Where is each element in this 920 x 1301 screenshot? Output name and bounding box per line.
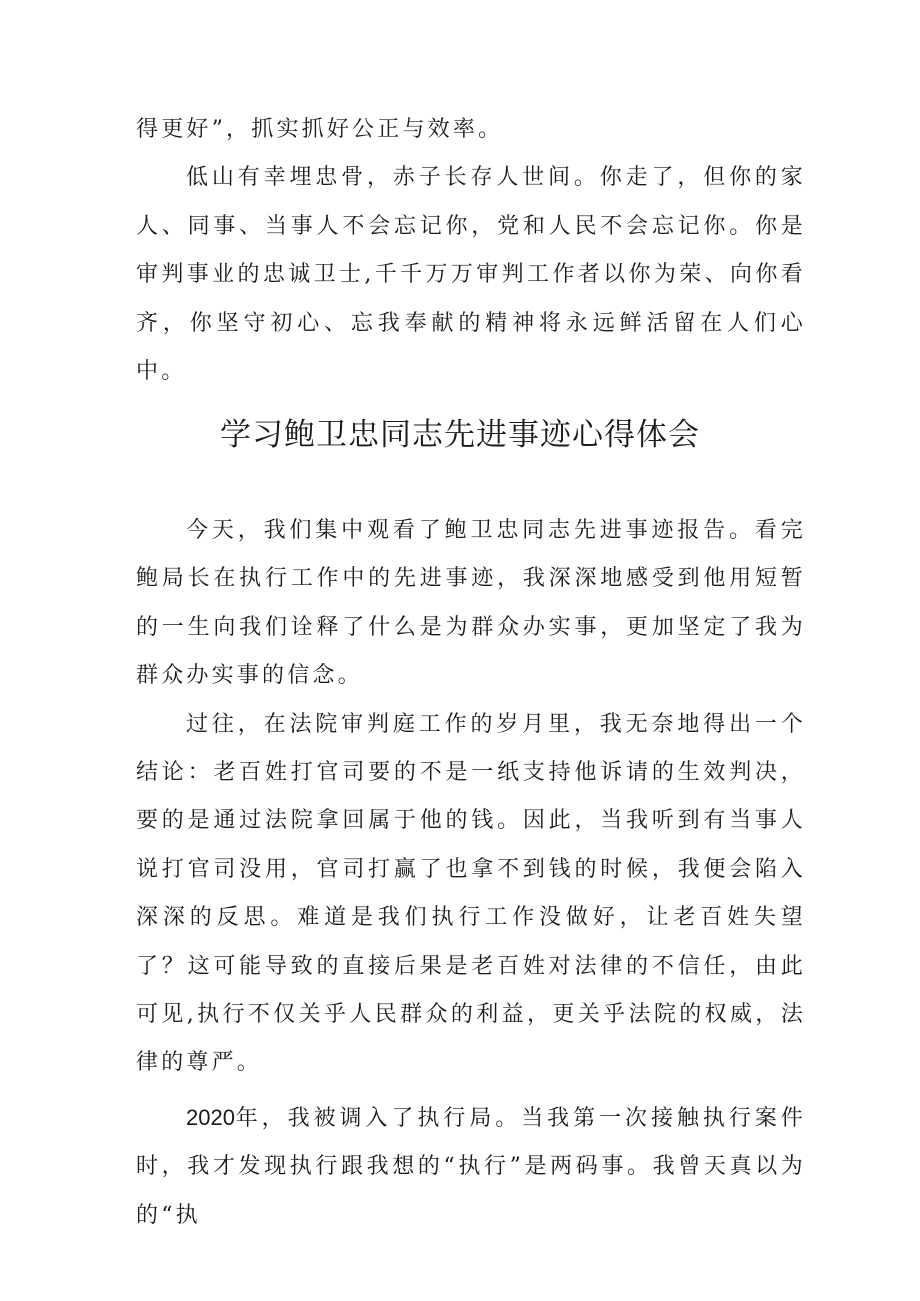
paragraph-text: 年，我被调入了执行局。当我第一次接触执行案件时，我才发现执行跟我想的“执行”是两码事。我曾天真以为的“执 (136, 1106, 806, 1228)
article-body (136, 507, 806, 1088)
paragraph: 今天，我们集中观看了鲍卫忠同志先进事迹报告。看完鲍局长在执行工作中的先进事迹，我深深地感受到他用短暂的一生向我们诠释了什么是为群众办实事，更加坚定了我为群众办实事的信念。 (136, 518, 806, 689)
article-title: 学习鲍卫忠同志先进事迹心得体会 (220, 417, 700, 453)
previous-article-body (136, 106, 806, 396)
paragraph: 过往，在法院审判庭工作的岁月里，我无奈地得出一个结论：老百姓打官司要的不是一纸支持他诉请的生效判决，要的是通过法院拿回属于他的钱。因此，当我听到有当事人说打官司没用，官司打赢了也拿不到钱的时候，我便会陷入深深的反思。难道是我们执行工作没做好，让老百姓失望了？这可能导致的直接后果是老百姓对法律的不信任，由此可见,执行不仅关乎人民群众的利益，更关乎法院的权威，法律的尊严。 (136, 711, 806, 1076)
paragraph: 低山有幸埋忠骨，赤子长存人世间。你走了，但你的家人、同事、当事人不会忘记你，党和人民不会忘记你。你是审判事业的忠诚卫士,千千万万审判工作者以你为荣、向你看齐，你坚守初心、忘我奉献的精神将永远鲜活留在人们心中。 (136, 165, 806, 385)
paragraph: 得更好”，抓实抓好公正与效率。 (136, 117, 504, 142)
paragraph (136, 1094, 806, 1240)
article-body-continued (136, 1094, 806, 1240)
year-number: 2020 (186, 1105, 235, 1130)
